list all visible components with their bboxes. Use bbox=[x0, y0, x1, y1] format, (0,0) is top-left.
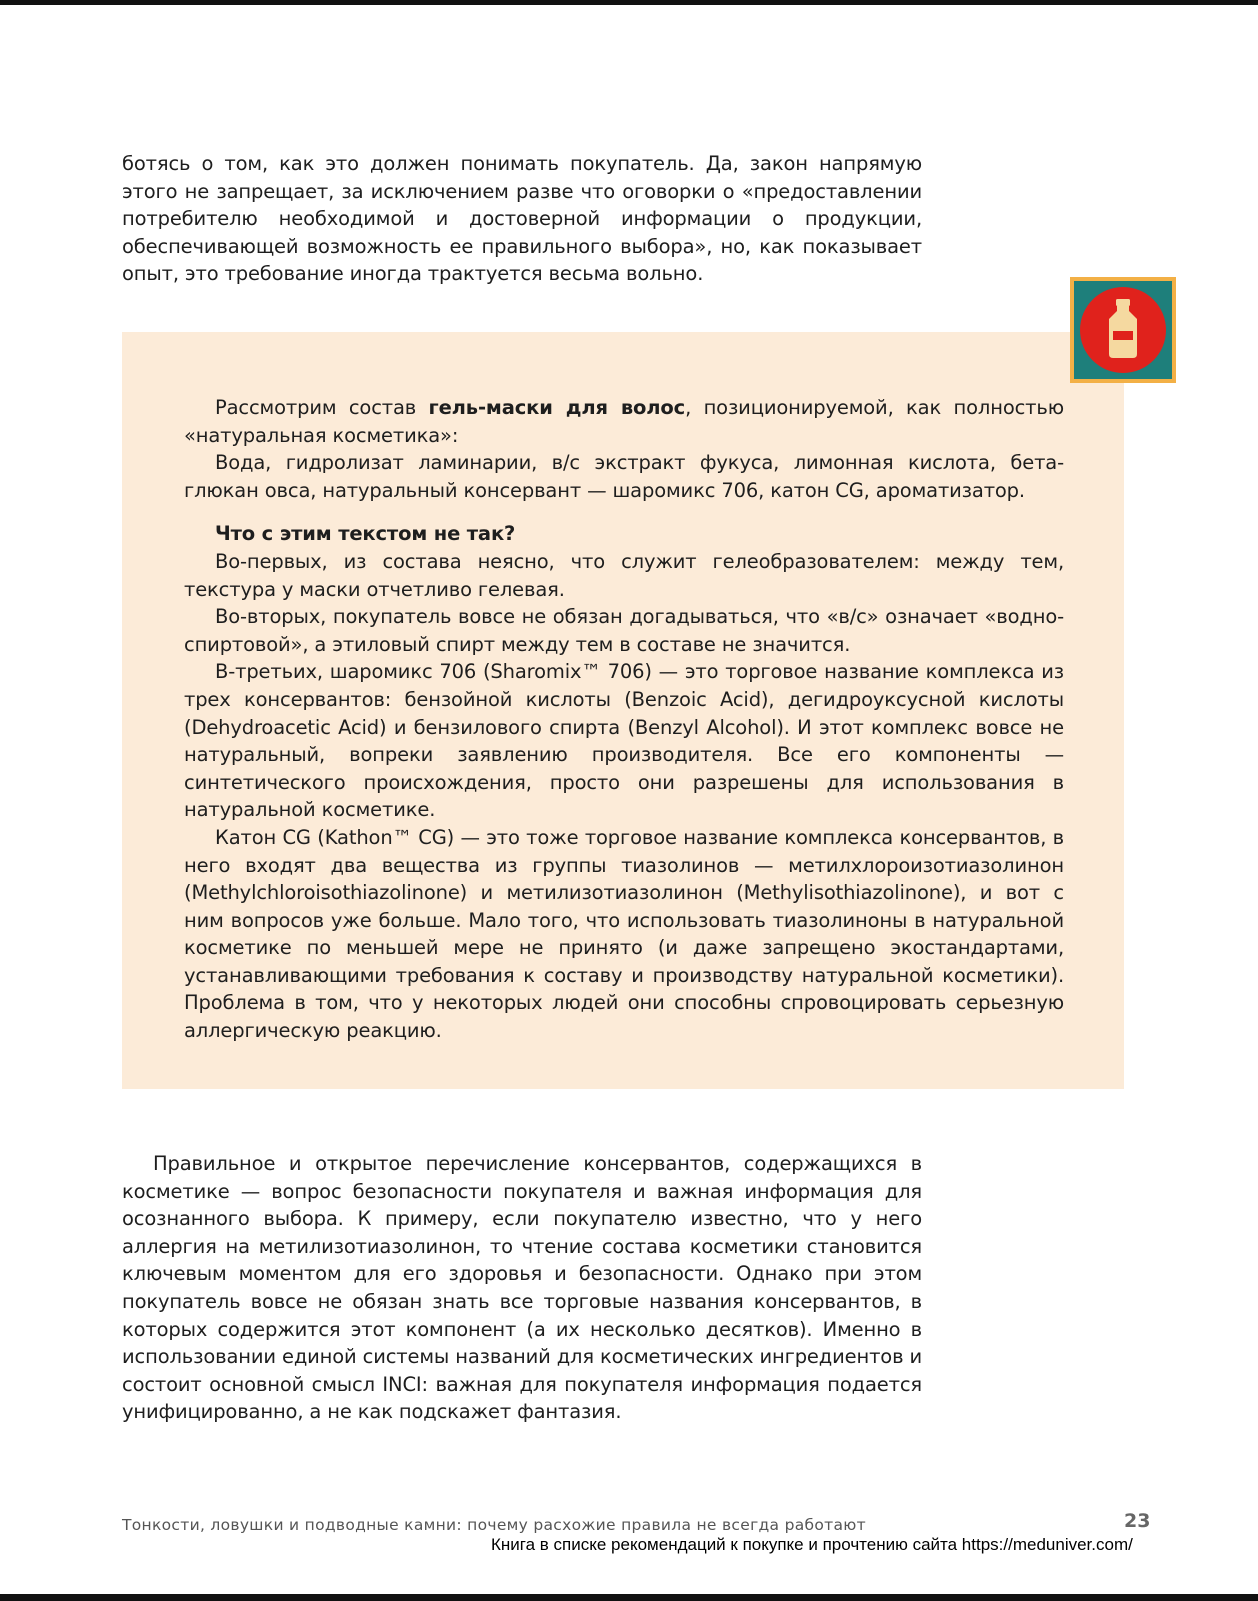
callout-question: Что с этим текстом не так? bbox=[215, 522, 516, 546]
callout-point-third: В-третьих, шаромикс 706 (Sharomix™ 706) — это торговое название комплекса из трех консервантов: бензойной кислоты (Benzoic Acid), дегидроуксусной кислоты (Dehydroacetic Acid) и бензилового спирта (Benzyl Alcohol). И этот комплекс вовсе не натуральный, вопреки заявлению производителя. Все его компоненты — синтетического происхождения, просто они разрешены для использования в натуральной косметике. bbox=[184, 660, 1064, 822]
callout-point-first: Во-первых, из состава неясно, что служит гелеобразователем: между тем, текстура у маски отчетливо гелевая. bbox=[184, 549, 1064, 601]
callout-point-second: Во-вторых, покупатель вовсе не обязан догадываться, что «в/с» означает «водно-спиртовой», а этиловый спирт между тем в составе не значится. bbox=[184, 605, 1064, 656]
watermark-text: Книга в списке рекомендаций к покупке и прочтению сайта https://meduniver.com/ bbox=[491, 1535, 1133, 1554]
bottom-rule bbox=[0, 1594, 1258, 1601]
callout-badge bbox=[1070, 277, 1176, 383]
callout-lead-start: Рассмотрим состав bbox=[215, 396, 429, 419]
bottle-icon bbox=[1074, 281, 1172, 379]
callout-body bbox=[184, 394, 1064, 1045]
top-rule bbox=[0, 0, 1258, 5]
callout-lead bbox=[184, 394, 1064, 449]
callout-point-fourth: Катон CG (Kathon™ CG) — это тоже торговое название комплекса консервантов, в него входят два вещества из группы тиазолинов — метилхлороизотиазолинон (Methylchloroisothiazolinone) и метилизотиазолинон (Methylisothiazolinone), и вот с ним вопросов уже больше. Мало того, что использовать тиазолиноны в натуральной косметике по меньшей мере не принято (и даже запрещено экостандартами, устанавливающими требования к составу и производству натуральной косметики). Проблема в том, что у некоторых людей они способны спровоцировать серьезную аллергическую реакцию. bbox=[184, 825, 1064, 1043]
outro-paragraph: Правильное и открытое перечисление консервантов, содержащихся в косметике — вопрос безопасности покупателя и важная информация для осознанного выбора. К примеру, если покупателю известно, что у него аллергия на метилизотиазолинон, то чтение состава косметики становится ключевым моментом для его здоровья и безопасности. Однако при этом покупатель вовсе не обязан знать все торговые названия консервантов, в которых содержится этот компонент (а их несколько десятков). Именно в использовании единой системы названий для косметических ингредиентов и состоит основной смысл INCI: важная для покупателя информация подается унифицированно, а не как подскажет фантазия. bbox=[122, 1152, 922, 1424]
callout-box bbox=[122, 332, 1124, 1089]
running-title: Тонкости, ловушки и подводные камни: почему расхожие правила не всегда работают bbox=[122, 1516, 866, 1534]
page-number: 23 bbox=[1124, 1510, 1151, 1532]
intro-paragraph: ботясь о том, как это должен понимать покупатель. Да, закон напрямую этого не запрещает, за исключением разве что оговорки о «предоставлении потребителю необходимой и достоверной информации о продукции, обеспечивающей возможность ее правильного выбора», но, как показывает опыт, это требование иногда трактуется весьма вольно. bbox=[122, 152, 922, 286]
callout-product-name: гель-маски для волос bbox=[428, 396, 686, 419]
callout-ingredients: Вода, гидролизат ламинарии, в/с экстракт фукуса, лимонная кислота, бета-глюкан овса, натуральный консервант — шаромикс 706, катон CG, ароматизатор. bbox=[184, 451, 1064, 502]
callout-lead-end: , позиционируемой, как полностью «натуральная косметика»: bbox=[184, 396, 1064, 447]
